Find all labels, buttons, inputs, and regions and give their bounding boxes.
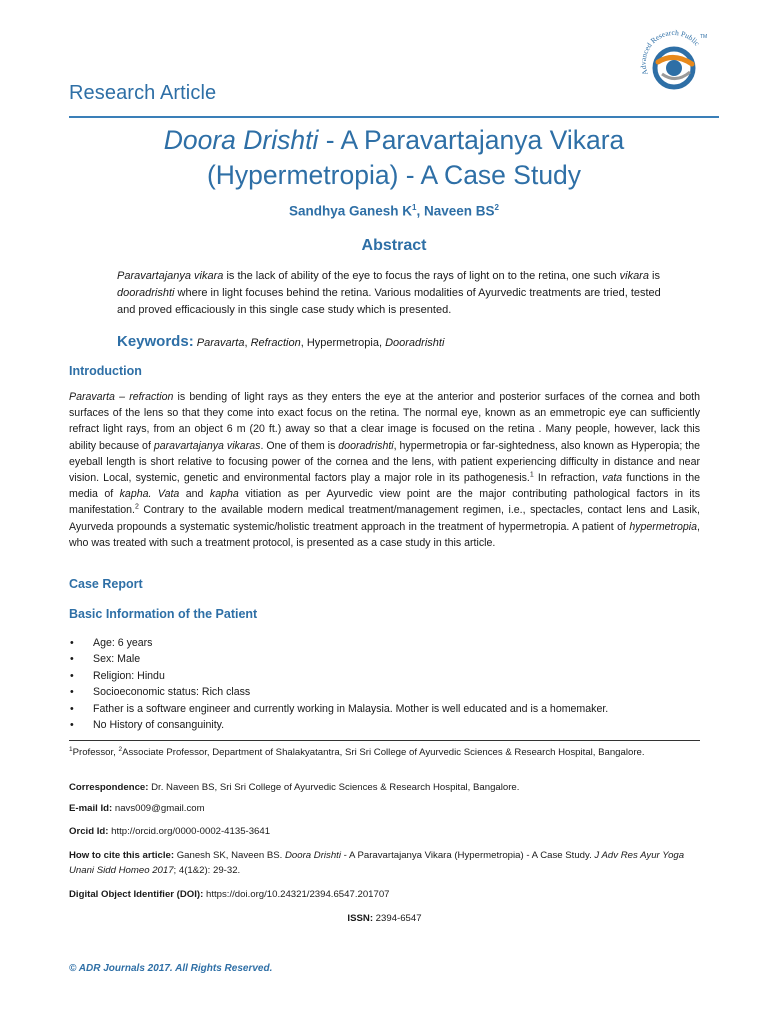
- citation: How to cite this article: Ganesh SK, Naveen BS. Doora Drishti - A Paravartajanya Vikara (Hypermetropia) - A Case Study. J Adv Res Ayur Yoga Unani Sidd Homeo 2017; 4(1&2): 29-32.: [69, 850, 685, 876]
- author-1: Sandhya Ganesh K: [288, 203, 413, 219]
- case-report-heading: Case Report: [69, 577, 143, 591]
- correspondence: Correspondence: Dr. Naveen BS, Sri Sri College of Ayurvedic Sciences & Research Hospital, Bangalore.: [69, 782, 520, 793]
- author-2: Naveen BS: [424, 203, 495, 219]
- publisher-logo: [634, 22, 714, 102]
- list-item: • Religion: Hindu: [69, 668, 709, 684]
- footnote-rule: [69, 740, 700, 741]
- article-type: Research Article: [69, 82, 217, 104]
- orcid-link[interactable]: http://orcid.org/0000-0002-4135-3641: [108, 826, 271, 837]
- abstract-heading: Abstract: [361, 237, 427, 254]
- title-line2: (Hypermetropia) - A Case Study: [206, 160, 582, 190]
- reference-1: 1: [529, 471, 534, 479]
- logo-mark: TM: [700, 34, 708, 40]
- issn: ISSN: 2394-6547: [347, 913, 422, 924]
- list-item: • Socioeconomic status: Rich class: [69, 684, 709, 700]
- email: E-mail Id: navs009@gmail.com: [69, 803, 205, 814]
- list-item: • No History of consanguinity.: [69, 717, 709, 733]
- authors: Sandhya Ganesh $K^1$, Naveen $BS^2$: [288, 203, 499, 219]
- doi-link[interactable]: https://doi.org/10.24321/2394.6547.201707: [203, 889, 390, 900]
- patient-info-heading: Basic Information of the Patient: [69, 607, 258, 621]
- list-item: • Sex: Male: [69, 651, 709, 667]
- doi: Digital Object Identifier (DOI): https://doi.org/10.24321/2394.6547.201707: [69, 889, 390, 900]
- affiliations: $^1$Professor, $^2$Associate Professor, Department of Shalakyatantra, Sri Sri College of Ayurvedic Sciences & Research Hospital, Bangalore.: [69, 745, 645, 758]
- keywords: Keywords: Paravarta, Refraction, Hypermetropia, Dooradrishti: [117, 333, 445, 350]
- list-item: • Father is a software engineer and currently working in Malaysia. Mother is well educated and is a homemaker.: [69, 701, 709, 717]
- list-item: • Age: 6 years: [69, 635, 709, 651]
- introduction-heading: Introduction: [69, 364, 142, 378]
- copyright: © ADR Journals 2017. All Rights Reserved.: [69, 963, 273, 974]
- introduction-paragraph: Paravarta – refraction is bending of light rays as they enters the eye at the anterior and posterior surfaces of the cornea and both surfaces of the lens so that they come into exact focus on the retina. The normal eye, known as an emmetropic eye can sufficiently refract light rays, from an object 6 m (20 ft.) away so that a clear image is focused on the retina . Many people, however, lack this ability because of paravartajanya vikaras. One of them is dooradrishti, hypermetropia or far-sightedness, also known as Hyperopia; the eyeball length is short relative to focusing power of the cornea and the lens, with patient experiencing difficulty in distance and near vision. Local, systemic, genetic and environmental factors play a major role in its pathogenesis.$^1$ In refraction, vata functions in the media of kapha. Vata and kapha vitiation as per Ayurvedic view point are the major contributing pathological factors in its manifestation.$^2$ Contrary to the available modern medical treatment/management regimen, i.e., spectacles, contact lens and Lasik, Ayurveda propounds a systematic systemic/holistic treatment approach in the treatment of hypermetropia. A patient of hypermetropia, who was treated with such a treatment protocol, is presented as a case study in this article.: [69, 391, 701, 549]
- orcid: Orcid Id: http://orcid.org/0000-0002-4135-3641: [69, 826, 271, 837]
- keywords-label: Keywords:: [117, 333, 194, 350]
- article-title: [69, 123, 719, 193]
- reference-2: 2: [134, 503, 139, 511]
- email-link[interactable]: navs009@gmail.com: [112, 803, 205, 814]
- abstract-paragraph: Paravartajanya vikara is the lack of ability of the eye to focus the rays of light on to the retina, one such vikara is dooradrishti where in light focuses behind the retina. Various modalities of Ayurvedic treatments are tried, tested and proved efficaciously in this single case study which is presented.: [117, 270, 661, 316]
- logo-text: Advanced Research Public: [638, 27, 702, 77]
- title-line1-rest: - A Paravartajanya Vikara: [318, 125, 625, 155]
- header-rule: [69, 116, 719, 118]
- patient-info-list: [69, 635, 709, 733]
- title-italic: Doora Drishti: [163, 125, 319, 155]
